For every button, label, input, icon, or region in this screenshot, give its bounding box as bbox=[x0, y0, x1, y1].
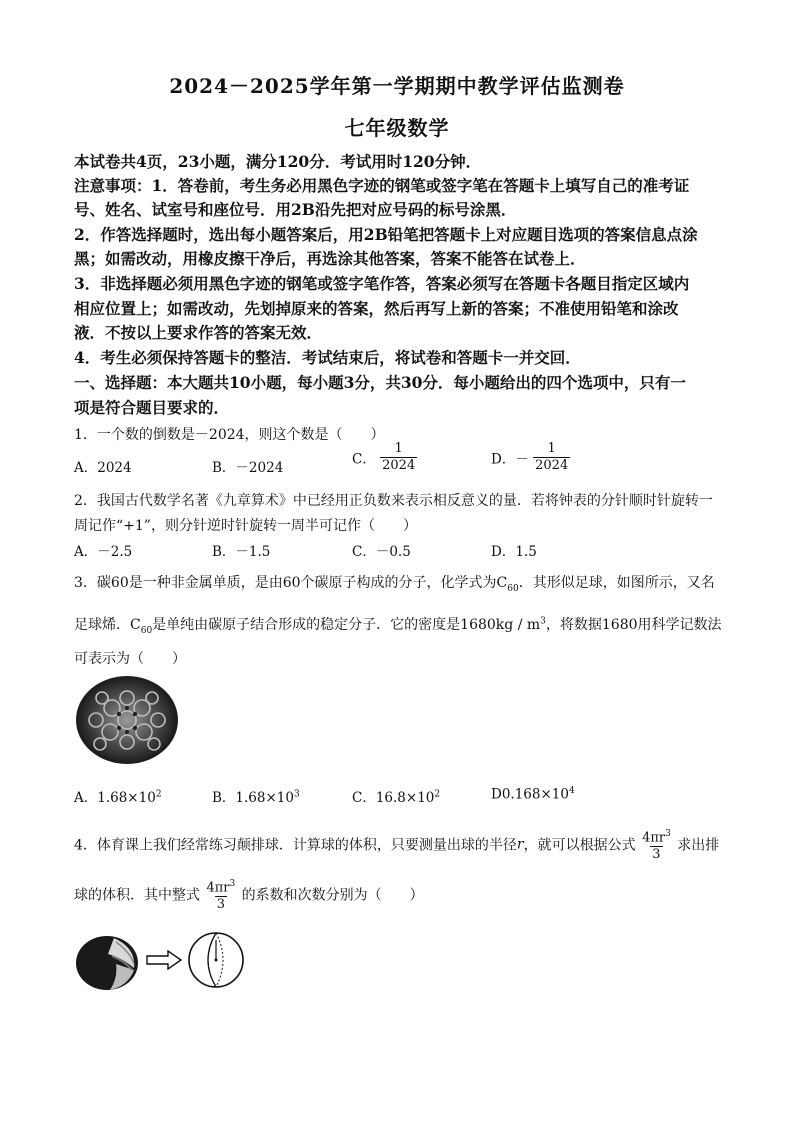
q3-option-c bbox=[352, 786, 440, 806]
exam-subtitle: 七年级数学 bbox=[344, 116, 450, 140]
q3-option-a-base: A．1.68×10 bbox=[74, 790, 156, 806]
note-3b: 相应位置上；如需改动，先划掉原来的答案，然后再写上新的答案；不准使用铅笔和涂改 bbox=[74, 299, 679, 318]
q2-option-c: C．－0.5 bbox=[352, 544, 411, 560]
note-3a: 3．非选择题必须用黑色字迹的钢笔或签字笔作答，答案必须写在答题卡各题目指定区域内 bbox=[74, 274, 690, 293]
note-1b: 号、姓名、试室号和座位号．用2B沿先把对应号码的标号涂黑． bbox=[74, 200, 517, 219]
q1-option-c-label: C． bbox=[352, 451, 376, 468]
q3-option-b-base: B．1.68×10 bbox=[212, 790, 294, 806]
section-1-line2: 项是符合题目要求的． bbox=[74, 398, 230, 417]
q1-stem: 1．一个数的倒数是－2024，则这个数是（ ） bbox=[74, 427, 385, 443]
q3-option-b-exp: 3 bbox=[293, 789, 300, 800]
q3-option-a bbox=[74, 786, 162, 806]
q2-option-a: A．－2.5 bbox=[74, 544, 133, 560]
volleyball-image bbox=[74, 934, 140, 992]
q3-option-d-base: D0.168×10 bbox=[491, 786, 569, 803]
q4-formula-1-numerator bbox=[640, 826, 673, 846]
note-2b: 黑；如需改动，用橡皮擦干净后，再选涂其他答案，答案不能答在试卷上． bbox=[74, 249, 586, 268]
q1-d-numerator: 1 bbox=[547, 441, 556, 456]
q1-option-c-fraction bbox=[380, 441, 417, 474]
q1-option-d bbox=[491, 441, 570, 474]
q3-option-c-exp: 2 bbox=[434, 789, 441, 800]
q3-stem-1b: ．其形似足球，如图所示，又名 bbox=[518, 575, 715, 591]
q3-option-b bbox=[212, 786, 300, 806]
q3-option-d-exp: 4 bbox=[568, 786, 575, 796]
q3-stem-line2 bbox=[74, 614, 722, 636]
q3-stem-2a: 足球烯．C bbox=[74, 617, 141, 633]
q3-c60-sub-1: 60 bbox=[507, 583, 519, 594]
q3-stem-2b: 是单纯由碳原子结合形成的稳定分子．它的密度是1680kg / m bbox=[152, 617, 541, 633]
note-3c: 液．不按以上要求作答的答案无效． bbox=[74, 323, 323, 342]
q1-option-c bbox=[352, 441, 417, 474]
q4-formula-fraction-1 bbox=[640, 826, 673, 863]
q4-stem-line1 bbox=[74, 826, 719, 863]
section-1-line1: 一、选择题：本大题共10小题，每小题3分，共30分．每小题给出的四个选项中，只有一 bbox=[74, 373, 686, 392]
q4-stem-1c: 求出排 bbox=[677, 837, 720, 854]
note-4: 4．考生必须保持答题卡的整洁．考试结束后，将试卷和答题卡一并交回． bbox=[74, 348, 581, 367]
q4-stem-1a: 4．体育课上我们经常练习颠排球．计算球的体积，只要测量出球的半径 bbox=[74, 837, 517, 854]
q1-d-denominator: 2024 bbox=[535, 458, 569, 473]
q1-option-d-label: D．－ bbox=[491, 451, 529, 468]
q4-formula-2-numerator bbox=[204, 876, 237, 896]
q4-formula-1-denominator: 3 bbox=[652, 847, 661, 863]
q4-formula-2-denominator: 3 bbox=[216, 897, 225, 913]
q4-stem-2b: 的系数和次数分别为（ ） bbox=[241, 887, 424, 904]
q4-stem-line2 bbox=[74, 876, 424, 913]
q3-stem-1a: 3．碳60是一种非金属单质，是由60个碳原子构成的分子，化学式为C bbox=[74, 575, 508, 591]
note-2a: 2．作答选择题时，选出每小题答案后，用2B铅笔把答题卡上对应题目选项的答案信息点涂 bbox=[74, 225, 698, 244]
q1-c-denominator: 2024 bbox=[382, 458, 416, 473]
q1-option-a: A．2024 bbox=[74, 460, 132, 476]
q3-stem-line1 bbox=[74, 572, 715, 594]
q2-stem-line1: 2．我国古代数学名著《九章算术》中已经用正负数来表示相反意义的量．若将钟表的分针顺时针旋转一 bbox=[74, 493, 713, 509]
q3-unit-exponent: 3 bbox=[540, 616, 546, 627]
q2-stem-line2: 周记作“+1”，则分针逆时针旋转一周半可记作（ ） bbox=[74, 518, 417, 534]
exam-title: 2024－2025学年第一学期期中教学评估监测卷 bbox=[169, 74, 625, 98]
c60-molecule-image bbox=[74, 674, 180, 766]
q4-formula-1-exp: 3 bbox=[665, 829, 671, 839]
q3-stem-2c: ，将数据1680用科学记数法 bbox=[545, 617, 722, 633]
q3-option-c-base: C．16.8×10 bbox=[352, 790, 435, 806]
q3-c60-sub-2: 60 bbox=[140, 625, 153, 636]
sphere-diagram-icon bbox=[186, 930, 246, 990]
q4-formula-1-num-base: 4πr bbox=[642, 830, 666, 846]
right-arrow-icon bbox=[146, 950, 182, 970]
q4-stem-1b: ，就可以根据公式 bbox=[523, 837, 636, 854]
q2-option-d: D．1.5 bbox=[491, 544, 537, 560]
q1-option-b: B．－2024 bbox=[212, 460, 284, 476]
q4-formula-2-exp: 3 bbox=[229, 879, 236, 889]
q4-stem-2a: 球的体积．其中整式 bbox=[74, 887, 200, 904]
notes-intro: 本试卷共4页，23小题，满分120分．考试用时120分钟． bbox=[74, 152, 482, 171]
q2-option-b: B．－1.5 bbox=[212, 544, 271, 560]
q3-option-d bbox=[491, 786, 575, 803]
q3-stem-line3: 可表示为（ ） bbox=[74, 651, 186, 667]
q4-radius-symbol: r bbox=[516, 836, 524, 853]
q1-c-numerator: 1 bbox=[394, 441, 403, 456]
note-1a: 注意事项：1．答卷前，考生务必用黑色字迹的钢笔或签字笔在答题卡上填写自己的准考证 bbox=[74, 176, 690, 195]
q1-option-d-fraction bbox=[533, 441, 570, 474]
q4-formula-2-num-base: 4πr bbox=[206, 880, 230, 896]
q3-option-a-exp: 2 bbox=[155, 789, 162, 800]
q4-formula-fraction-2 bbox=[204, 876, 237, 913]
